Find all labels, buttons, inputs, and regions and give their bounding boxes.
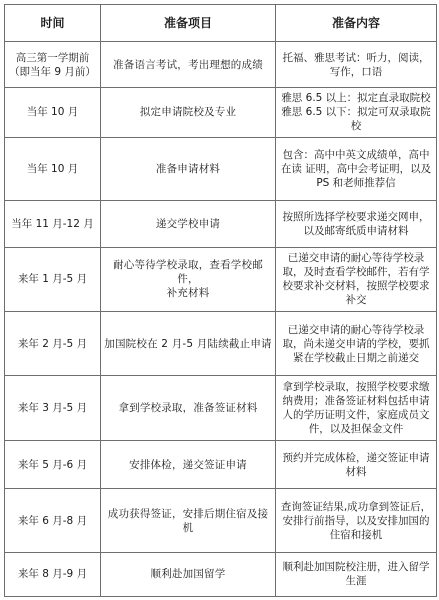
cell-content [276, 312, 437, 376]
cell-time [5, 42, 101, 88]
cell-content-line: 生涯 [345, 575, 367, 588]
cell-content-line: 写作，口语 [329, 65, 383, 78]
cell-content-line: 校要求补交材料，按照学校要求 [282, 280, 430, 293]
cell-content [276, 440, 437, 488]
cell-time [5, 312, 101, 376]
cell-item-line: 耐心等待学校录取，查看学校邮件， [113, 259, 263, 286]
cell-item-line: 补充材料 [166, 287, 210, 300]
cell-content-line: 雅思 6.5 以上：拟定直录取院校 [281, 92, 431, 105]
cell-item-line: 成功获得签证，安排后期住宿及接机 [107, 507, 269, 534]
cell-time-line: （即当年 9 月前） [9, 65, 96, 78]
cell-item-line: 拟定申请院校及专业 [139, 106, 237, 119]
cell-item [101, 552, 276, 596]
cell-time-line: 高三第一学期前 [15, 51, 90, 64]
cell-item-line: 准备语言考试，考出理想的成绩 [113, 58, 263, 71]
table-row [5, 137, 437, 201]
table-row [5, 247, 437, 312]
cell-item [101, 42, 276, 88]
cell-content-line: 托福、雅思考试：听力，阅读， [282, 51, 430, 64]
cell-content-line: 包含：高中中英文成绩单，高中 [282, 148, 430, 161]
study-abroad-schedule-table [4, 4, 437, 597]
cell-item [101, 88, 276, 137]
cell-content [276, 489, 437, 553]
cell-time [5, 137, 101, 201]
cell-content-line: 人的学历证明文件，家庭成员文 [282, 408, 430, 421]
cell-content-line: 已递交申请的耐心等待学校录 [287, 323, 425, 336]
cell-time [5, 201, 101, 247]
cell-content [276, 88, 437, 137]
cell-item-line: 递交学校申请 [155, 217, 221, 230]
cell-content-line: 校 [350, 120, 362, 133]
cell-time-line: 当年 11 月-12 月 [11, 217, 94, 230]
cell-time-line: 来年 2 月-5 月 [17, 337, 88, 350]
cell-item-line: 顺利赴加国留学 [150, 568, 226, 581]
cell-item [101, 247, 276, 312]
cell-item-line: 安排体检，递交签证申请 [129, 458, 247, 471]
cell-content [276, 201, 437, 247]
cell-content [276, 137, 437, 201]
cell-content-line: 住宿和接机 [329, 528, 383, 541]
table-row [5, 201, 437, 247]
cell-time [5, 489, 101, 553]
cell-time-line: 来年 6 月-8 月 [17, 514, 88, 527]
header-time: 时间 [5, 5, 101, 42]
cell-item [101, 440, 276, 488]
cell-item-line: 加国院校在 2 月-5 月陆续截止申请 [104, 337, 272, 350]
table-row [5, 88, 437, 137]
cell-time [5, 376, 101, 441]
cell-time-line: 来年 8 月-9 月 [17, 568, 88, 581]
cell-content-line: 预约并完成体检，递交签证申请 [282, 451, 430, 464]
cell-item [101, 376, 276, 441]
cell-item [101, 201, 276, 247]
cell-content-line: 查询签证结果,成功拿到签证后， [280, 500, 432, 513]
cell-content-line: 在读 证明，高中会考证明，以及 [280, 162, 432, 175]
cell-content-line: 拿到学校录取，按照学校要求缴 [282, 380, 430, 393]
table-row [5, 312, 437, 376]
cell-content-line: 顺利赴加国院校注册，进入留学 [282, 561, 430, 574]
cell-content [276, 376, 437, 441]
cell-content-line: 取，及时查看学校邮件，若有学 [282, 266, 430, 279]
cell-item [101, 137, 276, 201]
cell-content-line: 材料 [345, 465, 367, 478]
header-item: 准备项目 [101, 5, 276, 42]
table-header-row [5, 5, 437, 42]
table-row [5, 552, 437, 596]
cell-item-line: 拿到学校录取，准备签证材料 [118, 401, 258, 414]
cell-item-line: 准备申请材料 [155, 162, 221, 175]
cell-content-line: 以及邮寄纸质申请材料 [303, 224, 409, 237]
cell-time-line: 来年 3 月-5 月 [17, 401, 88, 414]
cell-content-line: 雅思 6.5 以下：拟定可双录取院 [281, 106, 431, 119]
cell-time-line: 来年 5 月-6 月 [17, 458, 88, 471]
cell-item [101, 312, 276, 376]
cell-content-line: 已递交申请的耐心等待学校录 [287, 252, 425, 265]
cell-time [5, 247, 101, 312]
cell-time-line: 当年 10 月 [26, 162, 79, 175]
cell-content [276, 42, 437, 88]
cell-item [101, 489, 276, 553]
cell-content [276, 247, 437, 312]
table-row [5, 376, 437, 441]
table-row [5, 489, 437, 553]
cell-content-line: 安排行前指导，以及安排加国的 [282, 514, 430, 527]
cell-time [5, 552, 101, 596]
cell-content-line: 紧在学校截止日期之前递交 [293, 351, 419, 364]
cell-content-line: PS 和老师推荐信 [316, 176, 396, 189]
header-content: 准备内容 [276, 5, 437, 42]
cell-content [276, 552, 437, 596]
cell-content-line: 补交 [345, 294, 367, 307]
cell-content-line: 按照所选择学校要求递交网申， [282, 210, 430, 223]
table-row [5, 440, 437, 488]
cell-content-line: 取，尚未递交申请的学校，要抓 [282, 337, 430, 350]
cell-time [5, 88, 101, 137]
cell-content-line: 纳费用；准备签证材料包括申请 [282, 394, 430, 407]
cell-time [5, 440, 101, 488]
cell-time-line: 来年 1 月-5 月 [17, 273, 88, 286]
cell-content-line: 件，以及担保金文件 [308, 422, 404, 435]
cell-time-line: 当年 10 月 [26, 106, 79, 119]
table-row [5, 42, 437, 88]
